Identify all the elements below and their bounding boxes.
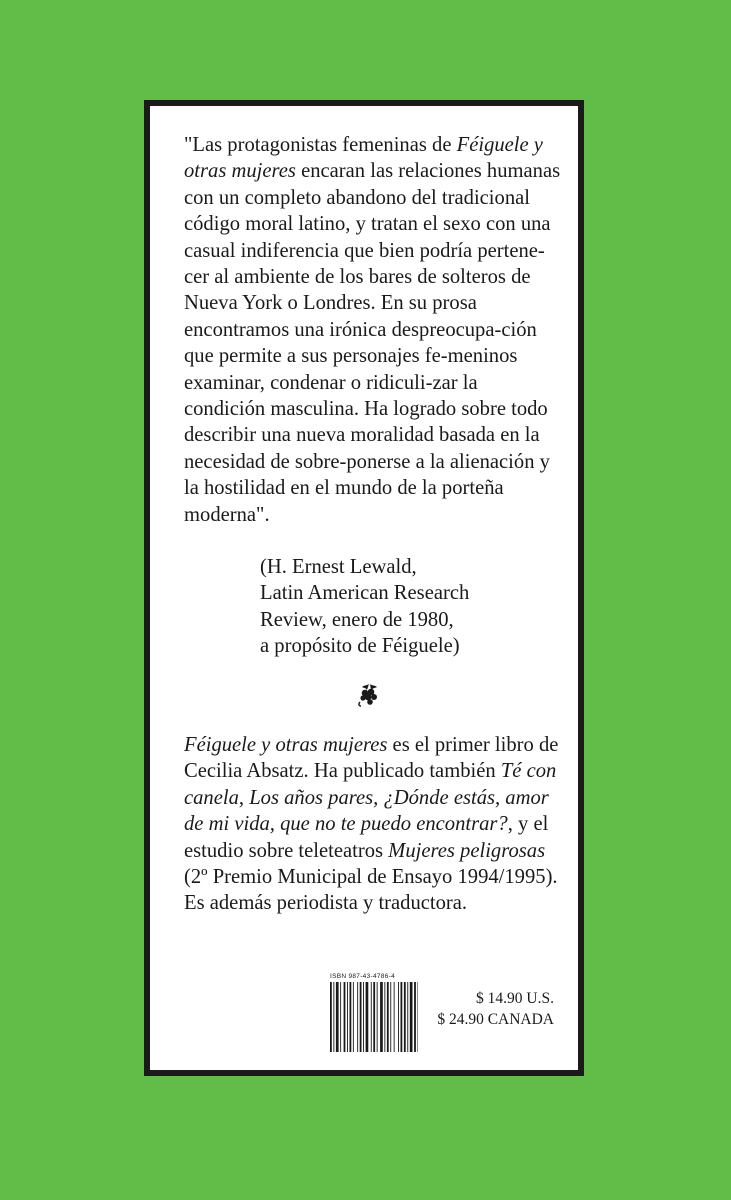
- price-canada: $ 24.90 CANADA: [437, 1011, 554, 1028]
- bio-sep: ,: [238, 786, 250, 809]
- bio-title-3: Los años pares, ¿Dónde estás, amor de mi vida, que no te puedo encontrar?: [184, 786, 549, 836]
- review-quote: [184, 132, 562, 528]
- attribution-line-1: (H. Ernest Lewald,: [260, 556, 417, 578]
- author-bio: [184, 732, 564, 917]
- grape-ornament-icon: [356, 682, 382, 708]
- attribution-line-3: Review, enero de 1980,: [260, 608, 454, 631]
- bio-title-1: Féiguele y otras mujeres: [184, 734, 388, 756]
- barcode-bars: [330, 982, 418, 1052]
- isbn-label: ISBN 987-43-4786-4: [330, 973, 396, 980]
- bio-title-2: Té con canela: [184, 760, 557, 809]
- attribution-line-2: Latin American Research: [260, 582, 470, 605]
- back-cover-panel: [144, 100, 584, 1076]
- quote-attribution: [260, 554, 560, 660]
- quote-book-title: Féiguele y otras mujeres: [184, 134, 543, 183]
- quote-open: "Las protagonistas femeninas de: [184, 134, 457, 156]
- bio-text-2: , y el estudio sobre teleteatros: [184, 813, 549, 862]
- bio-text-1: es el primer libro de Cecilia Absatz. Ha publicado también: [184, 734, 559, 783]
- price-us: $ 14.90 U.S.: [476, 990, 554, 1007]
- attribution-line-4: a propósito de Féiguele): [260, 635, 460, 658]
- bio-title-4: Mujeres peligrosas: [388, 839, 546, 862]
- isbn-barcode: [330, 972, 418, 1054]
- bio-text-3: (2º Premio Municipal de Ensayo 1994/1995). Es además periodista y traductora.: [184, 866, 558, 915]
- price-block: [437, 988, 554, 1030]
- quote-body: encaran las relaciones humanas con un completo abandono del tradicional código moral latino, y tratan el sexo con una casual indiferencia que bien podría pertene-cer al ambiente de los bares de solteros de Nueva York o Londres. En su prosa encontramos una irónica despreocupa-ción que permite a sus personajes fe-meninos examinar, condenar o ridiculi-zar la condición masculina. Ha logrado sobre todo describir una nueva moralidad basada en la necesidad de sobre-ponerse a la alienación y la hostilidad en el mundo de la porteña moderna".: [184, 160, 561, 526]
